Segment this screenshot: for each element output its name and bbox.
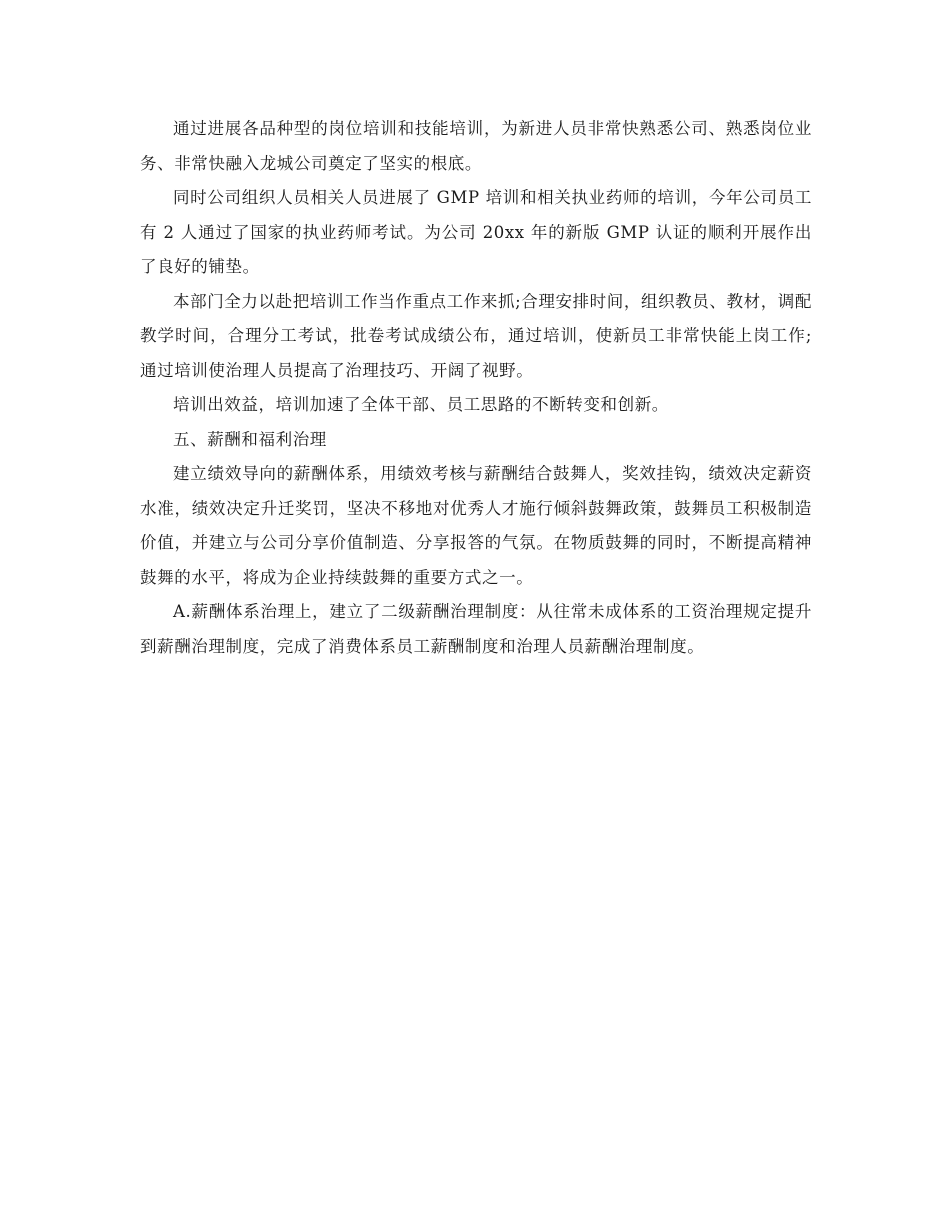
paragraph-training-positions: 通过进展各品种型的岗位培训和技能培训，为新进人员非常快熟悉公司、熟悉岗位业务、非常快融入龙城公司奠定了坚实的根底。 — [140, 119, 812, 173]
paragraph-gmp-training: 同时公司组织人员相关人员进展了 GMP 培训和相关执业药师的培训，今年公司员工有 2 人通过了国家的执业药师考试。为公司 20xx 年的新版 GMP 认证的顺利开展作出了良好的铺垫。 — [140, 188, 812, 276]
paragraph-pay-system: A.薪酬体系治理上，建立了二级薪酬治理制度：从往常未成体系的工资治理规定提升到薪酬治理制度，完成了消费体系员工薪酬制度和治理人员薪酬治理制度。 — [140, 602, 812, 656]
section-heading-compensation: 五、薪酬和福利治理 — [173, 429, 327, 449]
paragraph-training-benefits: 培训出效益，培训加速了全体干部、员工思路的不断转变和创新。 — [173, 395, 669, 414]
paragraph-performance-pay: 建立绩效导向的薪酬体系，用绩效考核与薪酬结合鼓舞人，奖效挂钩，绩效决定薪资水准，绩效决定升迁奖罚，坚决不移地对优秀人才施行倾斜鼓舞政策，鼓舞员工积极制造价值，并建立与公司分享价值制造、分享报答的气氛。在物质鼓舞的同时，不断提高精神鼓舞的水平，将成为企业持续鼓舞的重要方式之一。 — [140, 464, 812, 587]
paragraph-department-training: 本部门全力以赴把培训工作当作重点工作来抓;合理安排时间，组织教员、教材，调配教学时间，合理分工考试，批卷考试成绩公布，通过培训，使新员工非常快能上岗工作;通过培训使治理人员提高了治理技巧、开阔了视野。 — [140, 291, 812, 380]
document-body — [140, 112, 812, 664]
